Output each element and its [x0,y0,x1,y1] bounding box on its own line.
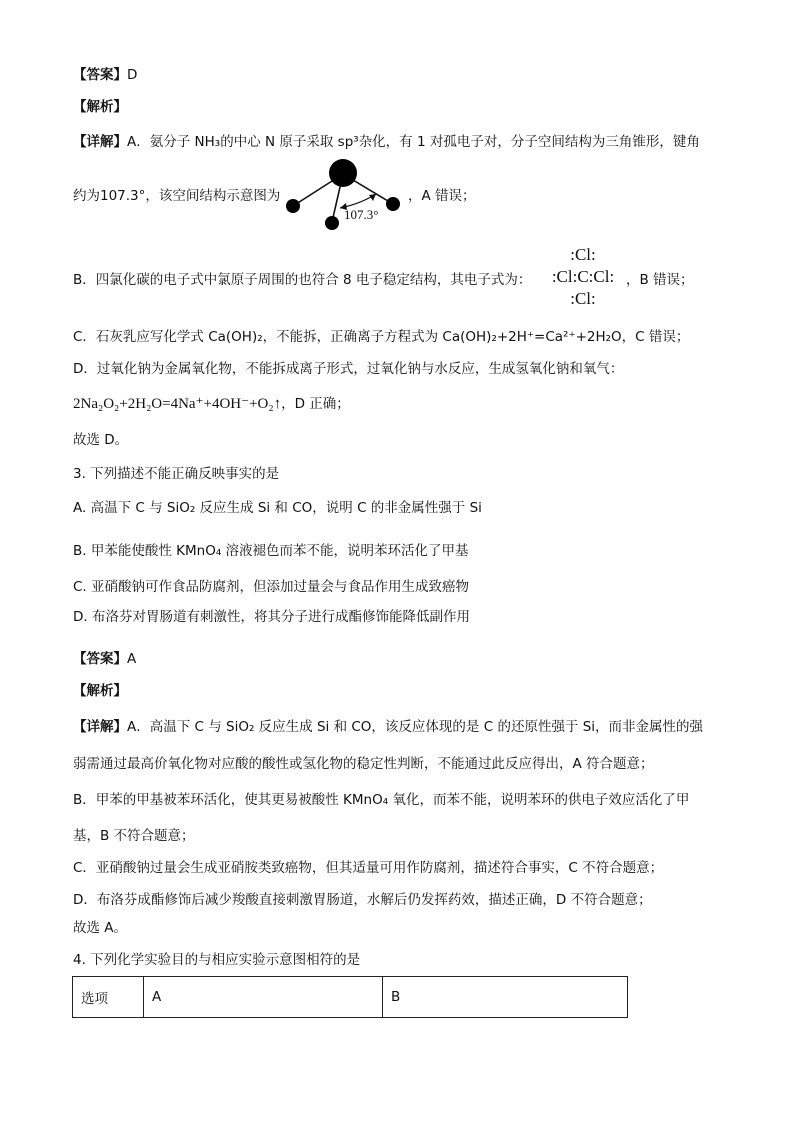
detail-label: 【详解】 [73,134,127,150]
q3-stem: 3. 下列描述不能正确反映事实的是 [73,466,280,482]
q3-answer-line: 【答案】A [73,651,137,667]
q3-answer-value: A [127,651,137,667]
lewis-bottom: :Cl: [570,289,596,308]
q2-option-b-line: B．四氯化碳的电子式中氯原子周围的也符合 8 电子稳定结构，其电子式为： [73,272,532,288]
q3-conclusion: 故选 A。 [73,920,128,936]
q2-option-a-line1: 【详解】A．氨分子 NH₃的中心 N 原子采取 sp³杂化，有 1 对孤电子对，分子空间结构为三角锥形，键角 [73,134,700,150]
table-header-cell: A [144,977,383,1018]
hydrogen-atom [286,199,300,213]
nitrogen-atom [329,159,357,187]
q2-equation-line: 2Na₂O₂+2H₂O=4Na⁺+4OH⁻+O₂↑，D 正确； [73,396,350,412]
hydrogen-atom [386,197,400,211]
q3-option-b: B. 甲苯能使酸性 KMnO₄ 溶液褪色而苯不能，说明苯环活化了甲基 [73,543,469,559]
q2-option-a-line2-end: ，A 错误； [408,188,476,204]
answer-line [73,65,137,85]
q3-detail-a-line1: 【详解】A．高温下 C 与 SiO₂ 反应生成 Si 和 CO，该反应体现的是 C 的还原性强于 Si，而非金属性的强 [73,719,704,735]
q3-option-c: C. 亚硝酸钠可作食品防腐剂，但添加过量会与食品作用生成致癌物 [73,579,470,595]
lewis-middle: :Cl:C:Cl: [551,267,615,286]
q2-option-d-line: D．过氧化钠为金属氧化物，不能拆成离子形式，过氧化钠与水反应，生成氢氧化钠和氧气： [73,361,624,377]
answer-label: 【答案】 [73,67,127,83]
ammonia-structure-diagram [280,156,410,236]
table-row [73,977,628,1018]
q3-analysis-label: 【解析】 [73,683,127,699]
q3-option-d: D. 布洛芬对胃肠道有刺激性，将其分子进行成酯修饰能降低副作用 [73,609,470,625]
q3-detail-b-line2: 基，B 不符合题意； [73,828,195,844]
q2-option-c-line: C．石灰乳应写化学式 Ca(OH)₂，不能拆，正确离子方程式为 Ca(OH)₂+2H⁺=Ca²⁺+2H₂O，C 错误； [73,329,690,345]
q3-detail-c: C．亚硝酸钠过量会生成亚硝胺类致癌物，但其适量可用作防腐剂，描述符合事实，C 不符合题意； [73,860,664,876]
hydrogen-atom [325,216,339,230]
q4-stem: 4. 下列化学实验目的与相应实验示意图相符的是 [73,952,361,968]
chemical-equation: 2Na₂O₂+2H₂O=4Na⁺+4OH⁻+O₂↑ [73,396,282,412]
q3-detail-d: D．布洛芬成酯修饰后减少羧酸直接刺激胃肠道，水解后仍发挥药效，描述正确，D 不符合题意； [73,892,652,908]
q2-conclusion: 故选 D。 [73,432,129,448]
lewis-top: :Cl: [570,245,596,264]
q2-option-a-line2: 约为107.3°，该空间结构示意图为 [73,188,281,204]
q3-detail-b-line1: B．甲苯的甲基被苯环活化，使其更易被酸性 KMnO₄ 氧化，而苯不能，说明苯环的供电子效应活化了甲 [73,792,690,808]
q3-option-a: A. 高温下 C 与 SiO₂ 反应生成 Si 和 CO，说明 C 的非金属性强于 Si [73,500,482,516]
table-header-cell: 选项 [73,977,144,1018]
q3-detail-a-line2: 弱需通过最高价氧化物对应酸的酸性或氢化物的稳定性判断，不能通过此反应得出，A 符合题意； [73,756,654,772]
answer-value: D [127,67,138,83]
bond-angle-label: 107.3° [344,207,379,222]
table-header-cell: B [383,977,628,1018]
ccl4-lewis-structure [540,244,626,310]
q4-options-table [72,976,628,1018]
analysis-label: 【解析】 [73,99,127,115]
q2-option-b-end: ，B 错误； [626,272,694,288]
